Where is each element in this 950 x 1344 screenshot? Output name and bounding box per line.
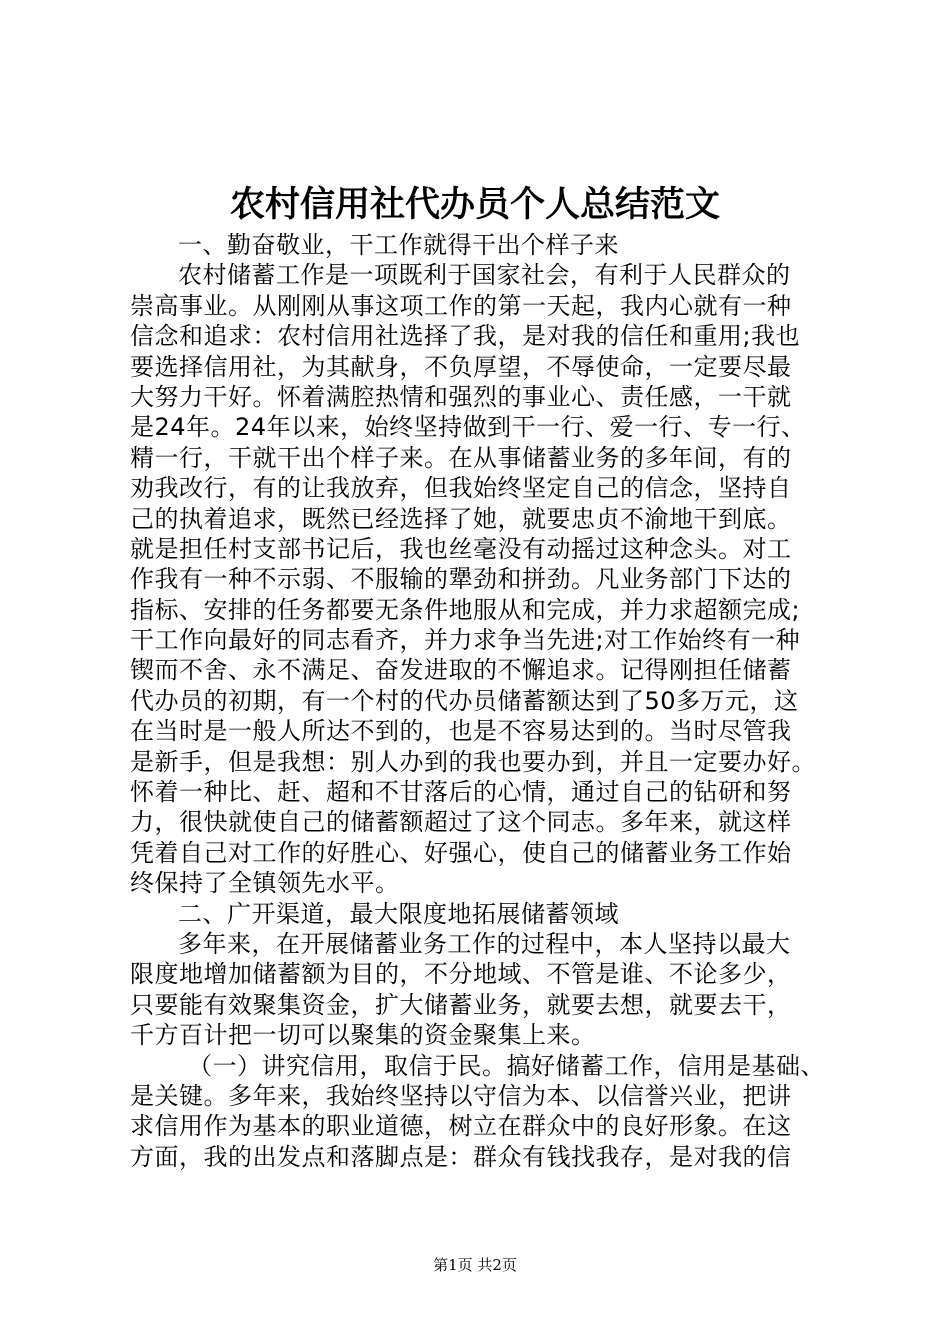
paragraph-line: 是关键。多年来，我始终坚持以守信为本、以信誉兴业，把讲 [130,1081,792,1110]
paragraph-line: 作我有一种不示弱、不服输的犟劲和拼劲。凡业务部门下达的 [130,565,792,594]
section-heading: 二、广开渠道，最大限度地拓展储蓄领域 [178,899,619,928]
paragraph-line: 在当时是一般人所达不到的，也是不容易达到的。当时尽管我 [130,717,792,746]
paragraph-line: 锲而不舍、永不满足、奋发进取的不懈追求。记得刚担任储蓄 [130,656,792,685]
paragraph-line: 指标、安排的任务都要无条件地服从和完成，并力求超额完成; [130,595,801,624]
paragraph-line: 要选择信用社，为其献身，不负厚望，不辱使命，一定要尽最 [130,352,792,381]
paragraph-line: 大努力干好。怀着满腔热情和强烈的事业心、责任感，一干就 [130,382,792,411]
paragraph-line: 信念和追求：农村信用社选择了我，是对我的信任和重用;我也 [130,322,801,351]
paragraph-line: 千方百计把一切可以聚集的资金聚集上来。 [130,1021,596,1050]
paragraph-line: 劝我改行，有的让我放弃，但我始终坚定自己的信念，坚持自 [130,474,792,503]
paragraph-line: 是新手，但是我想：别人办到的我也要办到，并且一定要办好。 [130,747,816,776]
document-body [130,230,830,1172]
page-number-footer: 第1页 共2页 [433,1256,517,1274]
document-title: 农村信用社代办员个人总结范文 [229,184,720,225]
paragraph-line: 凭着自己对工作的好胜心、好强心，使自己的储蓄业务工作始 [130,838,792,867]
paragraph-line: 限度地增加储蓄额为目的，不分地域、不管是谁、不论多少， [130,960,792,989]
paragraph-line: 多年来，在开展储蓄业务工作的过程中，本人坚持以最大 [178,929,791,958]
paragraph-line: 干工作向最好的同志看齐，并力求争当先进;对工作始终有一种 [130,626,801,655]
paragraph-line: 求信用作为基本的职业道德，树立在群众中的良好形象。在这 [130,1112,792,1141]
paragraph-line: 己的执着追求，既然已经选择了她，就要忠贞不渝地干到底。 [130,504,792,533]
paragraph-line: 终保持了全镇领先水平。 [130,869,400,898]
paragraph-line: 代办员的初期，有一个村的代办员储蓄额达到了50多万元，这 [130,686,799,715]
section-heading: 一、勤奋敬业，干工作就得干出个样子来 [178,231,619,259]
paragraph-line: 怀着一种比、赶、超和不甘落后的心情，通过自己的钻研和努 [130,778,792,807]
subsection-heading: （一）讲究信用，取信于民。搞好储蓄工作，信用是基础、 [188,1051,825,1080]
paragraph-line: 农村储蓄工作是一项既利于国家社会，有利于人民群众的 [178,261,791,290]
paragraph-line: 只要能有效聚集资金，扩大储蓄业务，就要去想，就要去干， [130,990,792,1019]
paragraph-line: 就是担任村支部书记后，我也丝毫没有动摇过这种念头。对工 [130,534,792,563]
paragraph-line: 精一行，干就干出个样子来。在从事储蓄业务的多年间，有的 [130,443,792,472]
paragraph-line: 崇高事业。从刚刚从事这项工作的第一天起，我内心就有一种 [130,291,792,320]
paragraph-line: 是24年。24年以来，始终坚持做到干一行、爱一行、专一行、 [130,413,806,442]
paragraph-line: 方面，我的出发点和落脚点是：群众有钱找我存，是对我的信 [130,1142,792,1171]
paragraph-line: 力，很快就使自己的储蓄额超过了这个同志。多年来，就这样 [130,808,792,837]
